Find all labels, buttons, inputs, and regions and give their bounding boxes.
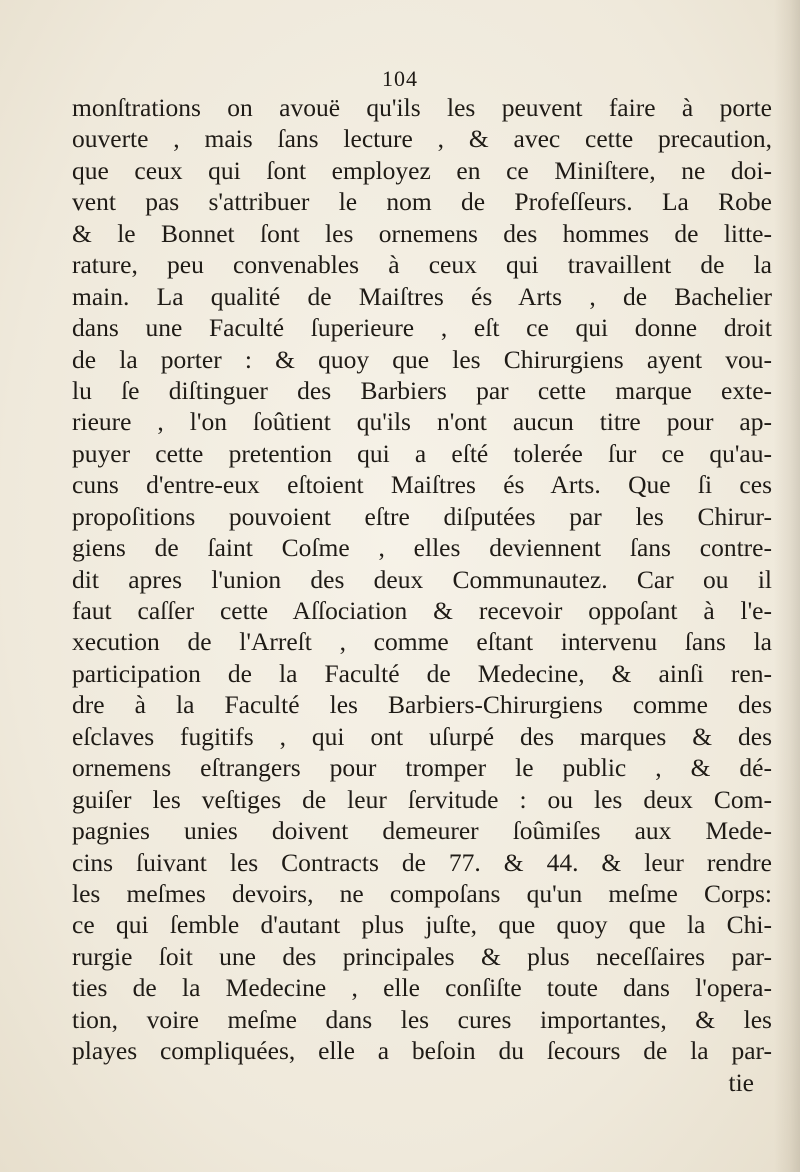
text-line: tion, voire meſme dans les cures importantes, & les <box>72 1004 772 1034</box>
text-line: & le Bonnet ſont les ornemens des hommes de litte- <box>72 218 772 248</box>
text-line: xecution de l'Arreſt , comme eſtant intervenu ſans la <box>72 627 772 657</box>
text-line: que ceux qui ſont employez en ce Miniſtere, ne doi- <box>72 155 772 185</box>
page-edge-shadow <box>774 0 800 1172</box>
text-line: giens de ſaint Coſme , elles deviennent ſans contre- <box>72 533 772 563</box>
catchword: tie <box>728 1067 754 1097</box>
text-line: guiſer les veſtiges de leur ſervitude : ou les deux Com- <box>72 784 772 814</box>
text-line: cins ſuivant les Contracts de 77. & 44. & leur rendre <box>72 847 772 877</box>
text-line: faut caſſer cette Aſſociation & recevoir oppoſant à l'e- <box>72 596 772 625</box>
text-line: monſtrations on avouë qu'ils les peuvent faire à porte <box>72 93 772 122</box>
text-line: lu ſe diſtinguer des Barbiers par cette marque exte- <box>72 375 772 405</box>
text-line: dit apres l'union des deux Communautez. Car ou il <box>72 564 772 594</box>
text-line: participation de la Faculté de Medecine, & ainſi ren- <box>72 658 772 688</box>
text-line: les meſmes devoirs, ne compoſans qu'un meſme Corps: <box>72 878 772 908</box>
text-line: main. La qualité de Maiſtres és Arts , de Bachelier <box>72 281 772 311</box>
text-line: rurgie ſoit une des principales & plus neceſſaires par- <box>72 941 772 971</box>
page-number: 104 <box>382 66 418 91</box>
text-line: vent pas s'attribuer le nom de Profeſſeurs. La Robe <box>72 187 772 217</box>
text-line: rieure , l'on ſoûtient qu'ils n'ont aucun titre pour ap- <box>72 407 772 437</box>
text-line: ornemens eſtrangers pour tromper le public , & dé- <box>72 753 772 783</box>
body-text <box>72 92 772 1098</box>
text-line: dre à la Faculté les Barbiers-Chirurgiens comme des <box>72 690 772 720</box>
text-line: dans une Faculté ſuperieure , eſt ce qui donne droit <box>72 313 772 343</box>
text-line: playes compliquées, elle a beſoin du ſecours de la par- <box>72 1036 772 1066</box>
text-line: de la porter : & quoy que les Chirurgiens ayent vou- <box>72 344 772 374</box>
text-line: cuns d'entre-eux eſtoient Maiſtres és Arts. Que ſi ces <box>72 470 772 500</box>
text-line: pagnies unies doivent demeurer ſoûmiſes aux Mede- <box>72 816 772 846</box>
text-line: ouverte , mais ſans lecture , & avec cette precaution, <box>72 124 772 154</box>
text-line: propoſitions pouvoient eſtre diſputées par les Chirur- <box>72 501 772 531</box>
text-line: rature, peu convenables à ceux qui travaillent de la <box>72 250 772 280</box>
text-line: eſclaves fugitifs , qui ont uſurpé des marques & des <box>72 721 772 751</box>
text-line: ties de la Medecine , elle conſiſte toute dans l'opera- <box>72 973 772 1003</box>
text-line: puyer cette pretention qui a eſté tolerée ſur ce qu'au- <box>72 438 772 468</box>
text-line: ce qui ſemble d'autant plus juſte, que quoy que la Chi- <box>72 910 772 940</box>
